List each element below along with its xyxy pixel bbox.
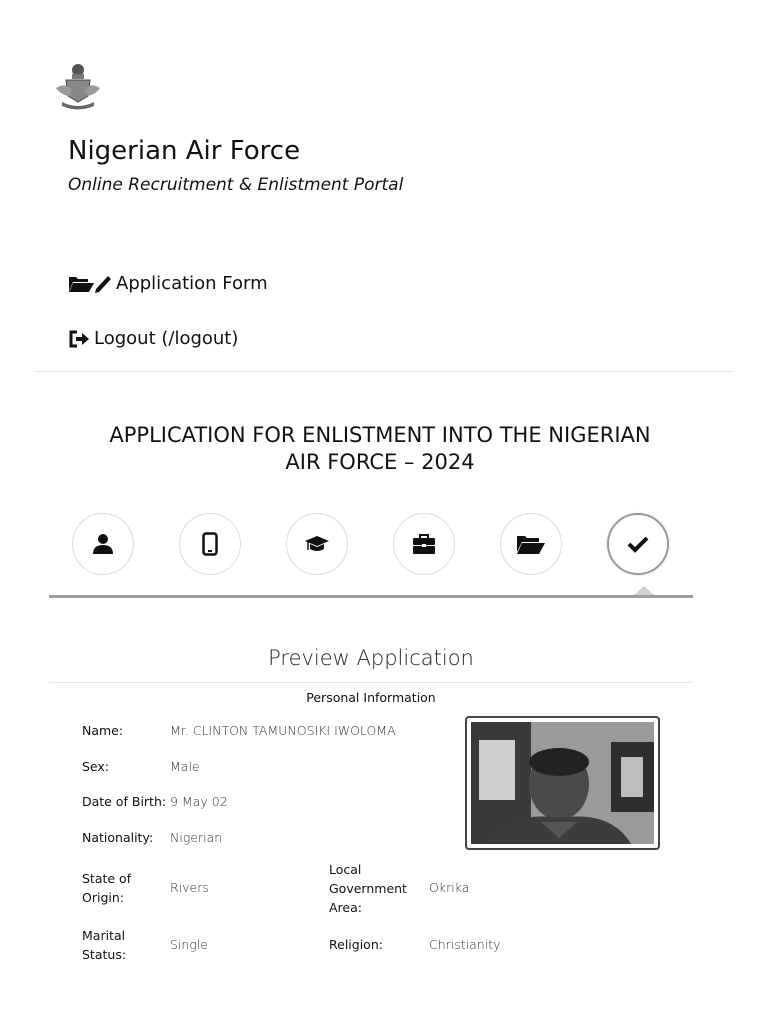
lga-value: Okrika xyxy=(429,880,470,895)
header-divider xyxy=(36,371,734,372)
preview-title: Preview Application xyxy=(268,646,474,670)
nationality-value: Nigerian xyxy=(170,830,223,845)
page-title-line-2: AIR FORCE – 2024 xyxy=(285,450,475,474)
lga-label-line-1: Local xyxy=(329,862,362,877)
applicant-photo xyxy=(465,716,660,850)
graduation-cap-icon xyxy=(304,534,330,554)
nationality-label: Nationality: xyxy=(82,830,154,845)
sex-label: Sex: xyxy=(82,759,110,774)
step-education[interactable] xyxy=(286,513,348,575)
folder-open-icon xyxy=(516,533,546,555)
marital-label-line-2: Status: xyxy=(82,947,127,962)
application-form-label: Application Form xyxy=(116,272,268,294)
step-contact[interactable] xyxy=(179,513,241,575)
dob-label: Date of Birth: xyxy=(82,794,167,809)
logout-label: Logout (/logout) xyxy=(94,328,239,349)
section-title: Personal Information xyxy=(306,690,436,705)
preview-divider xyxy=(49,682,693,683)
marital-value: Single xyxy=(170,937,208,952)
air-force-crest-icon xyxy=(52,60,104,114)
step-employment[interactable] xyxy=(393,513,455,575)
religion-value: Christianity xyxy=(429,937,501,952)
lga-label-line-3: Area: xyxy=(329,900,362,915)
steps-progress-line xyxy=(49,595,693,598)
page-title-line-1: APPLICATION FOR ENLISTMENT INTO THE NIGERIAN xyxy=(109,423,651,447)
briefcase-icon xyxy=(412,533,436,555)
application-form-link[interactable] xyxy=(68,272,268,294)
step-personal[interactable] xyxy=(72,513,134,575)
logout-link[interactable] xyxy=(68,328,238,349)
step-documents[interactable] xyxy=(500,513,562,575)
dob-value: 9 May 02 xyxy=(170,794,228,809)
state-value: Rivers xyxy=(170,880,209,895)
site-title: Nigerian Air Force xyxy=(68,136,301,166)
name-value: Mr. CLINTON TAMUNOSIKI IWOLOMA xyxy=(170,723,396,738)
check-icon xyxy=(627,535,649,553)
religion-label: Religion: xyxy=(329,937,383,952)
folder-open-pencil-icon xyxy=(68,272,112,294)
mobile-phone-icon xyxy=(202,532,218,556)
state-label-line-2: Origin: xyxy=(82,890,124,905)
name-label: Name: xyxy=(82,723,124,738)
marital-label-line-1: Marital xyxy=(82,928,126,943)
lga-label-line-2: Government xyxy=(329,881,407,896)
page-title xyxy=(60,422,700,476)
state-label-line-1: State of xyxy=(82,871,132,886)
active-step-caret xyxy=(634,586,654,595)
user-icon xyxy=(92,533,114,555)
sign-out-icon xyxy=(68,329,90,349)
step-preview[interactable] xyxy=(607,513,669,575)
sex-value: Male xyxy=(170,759,200,774)
site-subtitle: Online Recruitment & Enlistment Portal xyxy=(68,175,404,195)
